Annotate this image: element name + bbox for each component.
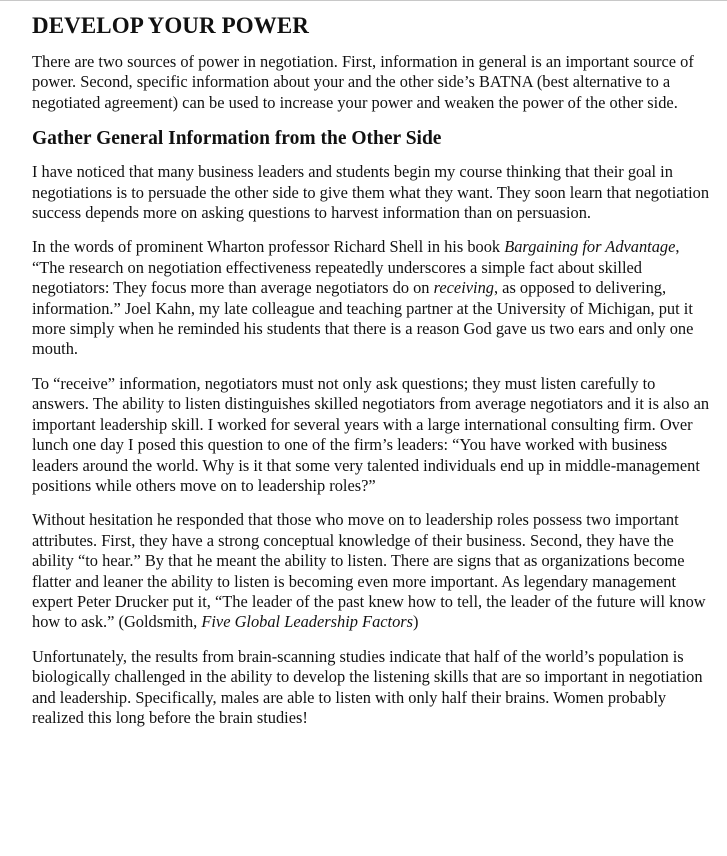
paragraph-4-text-b: ) [413, 612, 419, 632]
paragraph-1: I have noticed that many business leaders and students begin my course thinking that their goal in negotiations is to persuade the other side to give them what they want. They soon learn that negotiation success depends more on asking questions to harvest information than on persuasion. [32, 162, 710, 223]
paragraph-2-text-a: In the words of prominent Wharton professor Richard Shell in his book [32, 237, 505, 257]
top-divider [0, 0, 727, 1]
paragraph-2-text-b: , “The research on negotiation effectiveness repeatedly underscores a simple fact about skilled negotiators: They focus more than average negotiators do on [32, 237, 680, 298]
paragraph-4 [32, 510, 712, 632]
source-title: Five Global Leadership Factors [201, 612, 414, 632]
paragraph-3: To “receive” information, negotiators must not only ask questions; they must listen carefully to answers. The ability to listen distinguishes skilled negotiators from average negotiators and it is also an important leadership skill. I worked for several years with a large international consulting firm. Over lunch one day I posed this question to one of the firm’s leaders: “You have worked with business leaders around the world. Why is it that some very talented individuals end up in middle-management positions while others move on to leadership roles?” [32, 373, 710, 495]
emphasis-receiving: receiving [433, 278, 494, 298]
book-title: Bargaining for Advantage [504, 237, 676, 257]
section-heading: Gather General Information from the Other Side [32, 128, 442, 150]
paragraph-4-text-a: Without hesitation he responded that those who move on to leadership roles possess two important attributes. First, they have a strong conceptual knowledge of their business. Second, they have the ability “to hear.” By that he meant the ability to listen. There are signs that as organizations become flatter and leaner the ability to listen is becoming even more important. As legendary management expert Peter Drucker put it, “The leader of the past knew how to tell, the leader of the future will know how to ask.” (Goldsmith, [32, 510, 706, 632]
paragraph-5: Unfortunately, the results from brain-scanning studies indicate that half of the world’s population is biologically challenged in the ability to develop the listening skills that are so important in negotiation and leadership. Specifically, males are able to listen with only half their brains. Women probably realized this long before the brain studies! [32, 646, 703, 727]
document-page [32, 12, 712, 742]
paragraph-2-text-c: , as opposed to delivering, information.” Joel Kahn, my late colleague and teaching partner at the University of Michigan, put it more simply when he reminded his students that there is a reason God gave us two ears and only one mouth. [32, 278, 694, 359]
paragraph-2 [32, 237, 712, 359]
intro-paragraph: There are two sources of power in negotiation. First, information in general is an important source of power. Second, specific information about your and the other side’s BATNA (best alternative to a negotiated agreement) can be used to increase your power and weaken the power of the other side. [32, 52, 694, 112]
page-title: DEVELOP YOUR POWER [32, 13, 309, 38]
